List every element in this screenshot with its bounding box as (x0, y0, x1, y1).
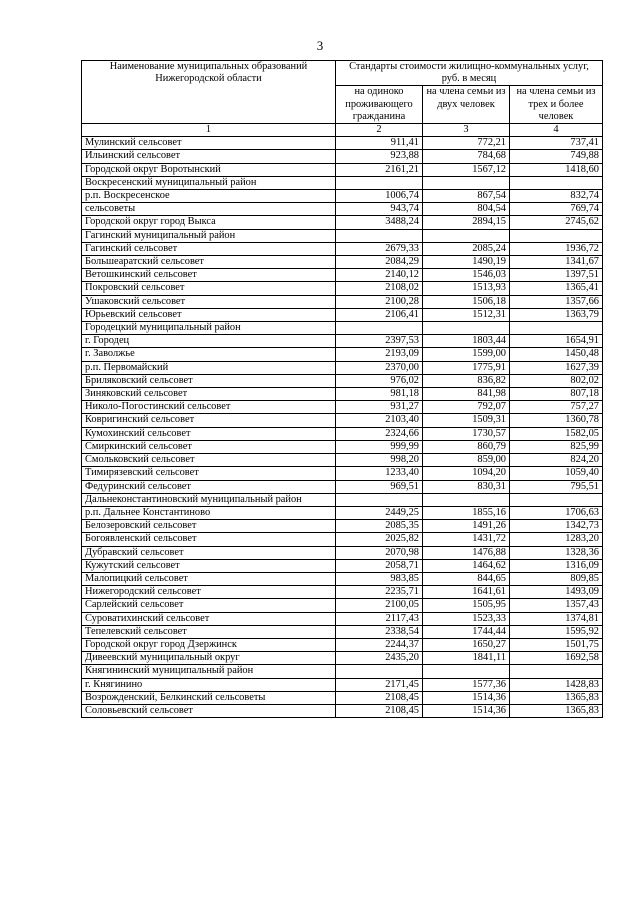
table-row (82, 322, 603, 335)
single-person-cost: 2108,45 (336, 704, 423, 717)
two-person-family-cost: 1431,72 (423, 533, 510, 546)
municipality-name: Соловьевский сельсовет (82, 704, 336, 717)
municipality-name: Сарлейский сельсовет (82, 599, 336, 612)
single-person-cost: 2070,98 (336, 546, 423, 559)
single-person-cost: 931,27 (336, 401, 423, 414)
three-plus-family-cost (510, 665, 603, 678)
single-person-cost (336, 229, 423, 242)
table-row (82, 665, 603, 678)
municipality-name: г. Заволжье (82, 348, 336, 361)
municipality-name: Суроватихинский сельсовет (82, 612, 336, 625)
municipality-name: Зиняковский сельсовет (82, 388, 336, 401)
column-index: 1 (82, 124, 336, 137)
single-person-header: на одиноко проживающего гражданина (336, 86, 423, 124)
municipality-name: Гагинский сельсовет (82, 242, 336, 255)
two-person-family-cost: 1803,44 (423, 335, 510, 348)
two-person-family-cost: 1523,33 (423, 612, 510, 625)
single-person-cost: 2100,28 (336, 295, 423, 308)
table-row (82, 388, 603, 401)
two-person-family-cost: 1841,11 (423, 652, 510, 665)
single-person-cost: 999,99 (336, 440, 423, 453)
single-person-cost: 2100,05 (336, 599, 423, 612)
three-plus-family-cost: 1501,75 (510, 638, 603, 651)
single-person-cost: 2108,02 (336, 282, 423, 295)
three-plus-family-cost: 1363,79 (510, 308, 603, 321)
single-person-cost (336, 493, 423, 506)
municipality-name: Княгининский муниципальный район (82, 665, 336, 678)
municipality-name: Покровский сельсовет (82, 282, 336, 295)
single-person-cost: 2161,21 (336, 163, 423, 176)
municipality-name: Смиркинский сельсовет (82, 440, 336, 453)
municipality-name: сельсоветы (82, 203, 336, 216)
two-person-family-cost: 836,82 (423, 374, 510, 387)
table-row (82, 401, 603, 414)
two-person-family-cost: 1577,36 (423, 678, 510, 691)
single-person-cost: 2140,12 (336, 269, 423, 282)
two-person-family-cost: 1094,20 (423, 467, 510, 480)
single-person-cost: 2338,54 (336, 625, 423, 638)
municipality-name: Кумохинский сельсовет (82, 427, 336, 440)
three-plus-family-cost (510, 229, 603, 242)
two-person-family-cost (423, 493, 510, 506)
table-row (82, 348, 603, 361)
single-person-cost (336, 322, 423, 335)
table-row (82, 625, 603, 638)
table-row (82, 533, 603, 546)
three-plus-family-cost: 1706,63 (510, 506, 603, 519)
two-person-family-cost: 2085,24 (423, 242, 510, 255)
table-row (82, 282, 603, 295)
single-person-cost: 2679,33 (336, 242, 423, 255)
three-plus-family-cost (510, 493, 603, 506)
single-person-cost: 2193,09 (336, 348, 423, 361)
single-person-cost: 2171,45 (336, 678, 423, 691)
table-row (82, 256, 603, 269)
municipality-name: Кужутский сельсовет (82, 559, 336, 572)
two-person-family-cost: 867,54 (423, 190, 510, 203)
municipality-name: Гагинский муниципальный район (82, 229, 336, 242)
three-plus-family-cost: 737,41 (510, 137, 603, 150)
two-person-family-cost: 792,07 (423, 401, 510, 414)
table-row (82, 295, 603, 308)
single-person-cost: 2117,43 (336, 612, 423, 625)
two-person-family-cost: 1514,36 (423, 704, 510, 717)
table-row (82, 335, 603, 348)
two-person-family-cost: 784,68 (423, 150, 510, 163)
two-person-family-cost: 1650,27 (423, 638, 510, 651)
table-row (82, 599, 603, 612)
single-person-cost: 2235,71 (336, 586, 423, 599)
table-body (82, 137, 603, 718)
housing-cost-table (81, 60, 603, 718)
two-person-family-cost: 860,79 (423, 440, 510, 453)
three-plus-family-cost: 1397,51 (510, 269, 603, 282)
table-row (82, 176, 603, 189)
three-plus-family-cost: 1493,09 (510, 586, 603, 599)
table-row (82, 467, 603, 480)
column-index: 4 (510, 124, 603, 137)
table-row (82, 678, 603, 691)
three-plus-family-cost: 1283,20 (510, 533, 603, 546)
two-person-family-cost: 1546,03 (423, 269, 510, 282)
municipality-name: р.п. Первомайский (82, 361, 336, 374)
three-plus-family-cost: 825,99 (510, 440, 603, 453)
column-index: 2 (336, 124, 423, 137)
single-person-cost: 2397,53 (336, 335, 423, 348)
table-row (82, 137, 603, 150)
single-person-cost: 2108,45 (336, 691, 423, 704)
municipality-name: р.п. Воскресенское (82, 190, 336, 203)
three-plus-family-header: на члена семьи из трех и более человек (510, 86, 603, 124)
single-person-cost: 911,41 (336, 137, 423, 150)
table-row (82, 638, 603, 651)
three-plus-family-cost (510, 322, 603, 335)
three-plus-family-cost: 1450,48 (510, 348, 603, 361)
three-plus-family-cost: 1595,92 (510, 625, 603, 638)
table-row (82, 216, 603, 229)
table-row (82, 704, 603, 717)
three-plus-family-cost: 824,20 (510, 454, 603, 467)
table-row (82, 203, 603, 216)
table-row (82, 506, 603, 519)
municipality-name: Малопицкий сельсовет (82, 572, 336, 585)
municipality-name: Ветошкинский сельсовет (82, 269, 336, 282)
municipality-name: Городской округ Воротынский (82, 163, 336, 176)
two-person-family-cost: 2894,15 (423, 216, 510, 229)
municipality-name: Смольковский сельсовет (82, 454, 336, 467)
two-person-family-cost: 1855,16 (423, 506, 510, 519)
single-person-cost: 2058,71 (336, 559, 423, 572)
three-plus-family-cost: 1357,43 (510, 599, 603, 612)
three-plus-family-cost: 1582,05 (510, 427, 603, 440)
table-row (82, 269, 603, 282)
municipality-name: Белозеровский сельсовет (82, 520, 336, 533)
municipality-name: Городской округ город Дзержинск (82, 638, 336, 651)
municipality-name-header: Наименование муниципальных образований Нижегородской области (82, 61, 336, 124)
three-plus-family-cost: 832,74 (510, 190, 603, 203)
table-row (82, 586, 603, 599)
three-plus-family-cost: 1316,09 (510, 559, 603, 572)
two-person-family-cost: 1512,31 (423, 308, 510, 321)
three-plus-family-cost: 1692,58 (510, 652, 603, 665)
three-plus-family-cost: 1357,66 (510, 295, 603, 308)
three-plus-family-cost: 1365,83 (510, 704, 603, 717)
two-person-family-cost: 1464,62 (423, 559, 510, 572)
municipality-name: Ушаковский сельсовет (82, 295, 336, 308)
three-plus-family-cost: 809,85 (510, 572, 603, 585)
municipality-name: Тепелевский сельсовет (82, 625, 336, 638)
two-person-family-cost: 1641,61 (423, 586, 510, 599)
municipality-name: г. Княгинино (82, 678, 336, 691)
two-person-family-cost (423, 322, 510, 335)
municipality-name: Воскресенский муниципальный район (82, 176, 336, 189)
municipality-name: Ковригинский сельсовет (82, 414, 336, 427)
three-plus-family-cost: 749,88 (510, 150, 603, 163)
single-person-cost: 1233,40 (336, 467, 423, 480)
single-person-cost (336, 176, 423, 189)
single-person-cost: 943,74 (336, 203, 423, 216)
header-row (82, 61, 603, 86)
municipality-name: Дубравский сельсовет (82, 546, 336, 559)
single-person-cost (336, 665, 423, 678)
single-person-cost: 2025,82 (336, 533, 423, 546)
table-row (82, 493, 603, 506)
two-person-family-cost: 1514,36 (423, 691, 510, 704)
two-person-family-cost: 1505,95 (423, 599, 510, 612)
single-person-cost: 969,51 (336, 480, 423, 493)
two-person-family-cost: 772,21 (423, 137, 510, 150)
three-plus-family-cost: 1365,83 (510, 691, 603, 704)
two-person-family-header: на члена семьи из двух человек (423, 86, 510, 124)
municipality-name: Тимирязевский сельсовет (82, 467, 336, 480)
table-row (82, 163, 603, 176)
single-person-cost: 2244,37 (336, 638, 423, 651)
three-plus-family-cost: 2745,62 (510, 216, 603, 229)
table-row (82, 691, 603, 704)
two-person-family-cost: 1490,19 (423, 256, 510, 269)
municipality-name: Бриляковский сельсовет (82, 374, 336, 387)
municipality-name: Мулинский сельсовет (82, 137, 336, 150)
three-plus-family-cost: 1428,83 (510, 678, 603, 691)
two-person-family-cost: 1775,91 (423, 361, 510, 374)
cost-standards-header: Стандарты стоимости жилищно-коммунальных услуг, руб. в месяц (336, 61, 603, 86)
three-plus-family-cost: 1328,36 (510, 546, 603, 559)
three-plus-family-cost: 1342,73 (510, 520, 603, 533)
two-person-family-cost: 1567,12 (423, 163, 510, 176)
three-plus-family-cost: 795,51 (510, 480, 603, 493)
municipality-name: Дальнеконстантиновский муниципальный район (82, 493, 336, 506)
municipality-name: Большеаратский сельсовет (82, 256, 336, 269)
two-person-family-cost: 844,65 (423, 572, 510, 585)
two-person-family-cost: 1491,26 (423, 520, 510, 533)
three-plus-family-cost: 1360,78 (510, 414, 603, 427)
three-plus-family-cost (510, 176, 603, 189)
municipality-name: Городской округ город Выкса (82, 216, 336, 229)
single-person-cost: 2103,40 (336, 414, 423, 427)
table-row (82, 190, 603, 203)
municipality-name: Федуринский сельсовет (82, 480, 336, 493)
column-index-row (82, 124, 603, 137)
table-row (82, 520, 603, 533)
single-person-cost: 3488,24 (336, 216, 423, 229)
single-person-cost: 2370,00 (336, 361, 423, 374)
table-row (82, 414, 603, 427)
three-plus-family-cost: 1654,91 (510, 335, 603, 348)
municipality-name: Городецкий муниципальный район (82, 322, 336, 335)
single-person-cost: 2435,20 (336, 652, 423, 665)
three-plus-family-cost: 1059,40 (510, 467, 603, 480)
two-person-family-cost: 1509,31 (423, 414, 510, 427)
three-plus-family-cost: 802,02 (510, 374, 603, 387)
two-person-family-cost (423, 229, 510, 242)
single-person-cost: 2449,25 (336, 506, 423, 519)
table-row (82, 150, 603, 163)
three-plus-family-cost: 769,74 (510, 203, 603, 216)
municipality-name: Юрьевский сельсовет (82, 308, 336, 321)
two-person-family-cost: 859,00 (423, 454, 510, 467)
two-person-family-cost: 1730,57 (423, 427, 510, 440)
municipality-name: г. Городец (82, 335, 336, 348)
two-person-family-cost (423, 665, 510, 678)
table-row (82, 242, 603, 255)
three-plus-family-cost: 1936,72 (510, 242, 603, 255)
municipality-name: Возрожденский, Белкинский сельсоветы (82, 691, 336, 704)
table-row (82, 612, 603, 625)
table-row (82, 652, 603, 665)
page-number: 3 (316, 38, 324, 53)
municipality-name: р.п. Дальнее Константиново (82, 506, 336, 519)
three-plus-family-cost: 1341,67 (510, 256, 603, 269)
two-person-family-cost: 1506,18 (423, 295, 510, 308)
two-person-family-cost: 1476,88 (423, 546, 510, 559)
single-person-cost: 981,18 (336, 388, 423, 401)
municipality-name: Николо-Погостинский сельсовет (82, 401, 336, 414)
table-row (82, 229, 603, 242)
single-person-cost: 983,85 (336, 572, 423, 585)
table-row (82, 572, 603, 585)
table-row (82, 559, 603, 572)
three-plus-family-cost: 757,27 (510, 401, 603, 414)
two-person-family-cost: 841,98 (423, 388, 510, 401)
municipality-name: Дивеевский муниципальный округ (82, 652, 336, 665)
single-person-cost: 976,02 (336, 374, 423, 387)
single-person-cost: 1006,74 (336, 190, 423, 203)
table-row (82, 454, 603, 467)
single-person-cost: 2106,41 (336, 308, 423, 321)
two-person-family-cost: 1599,00 (423, 348, 510, 361)
table-row (82, 427, 603, 440)
municipality-name: Богоявленский сельсовет (82, 533, 336, 546)
table-row (82, 440, 603, 453)
table-row (82, 361, 603, 374)
three-plus-family-cost: 1365,41 (510, 282, 603, 295)
two-person-family-cost: 804,54 (423, 203, 510, 216)
single-person-cost: 2084,29 (336, 256, 423, 269)
three-plus-family-cost: 1418,60 (510, 163, 603, 176)
table-row (82, 308, 603, 321)
table-row (82, 480, 603, 493)
two-person-family-cost: 830,31 (423, 480, 510, 493)
table-row (82, 374, 603, 387)
three-plus-family-cost: 1374,81 (510, 612, 603, 625)
municipality-name: Ильинский сельсовет (82, 150, 336, 163)
three-plus-family-cost: 1627,39 (510, 361, 603, 374)
single-person-cost: 2085,35 (336, 520, 423, 533)
single-person-cost: 2324,66 (336, 427, 423, 440)
three-plus-family-cost: 807,18 (510, 388, 603, 401)
column-index: 3 (423, 124, 510, 137)
two-person-family-cost: 1744,44 (423, 625, 510, 638)
two-person-family-cost (423, 176, 510, 189)
single-person-cost: 998,20 (336, 454, 423, 467)
table-row (82, 546, 603, 559)
two-person-family-cost: 1513,93 (423, 282, 510, 295)
single-person-cost: 923,88 (336, 150, 423, 163)
municipality-name: Нижегородский сельсовет (82, 586, 336, 599)
